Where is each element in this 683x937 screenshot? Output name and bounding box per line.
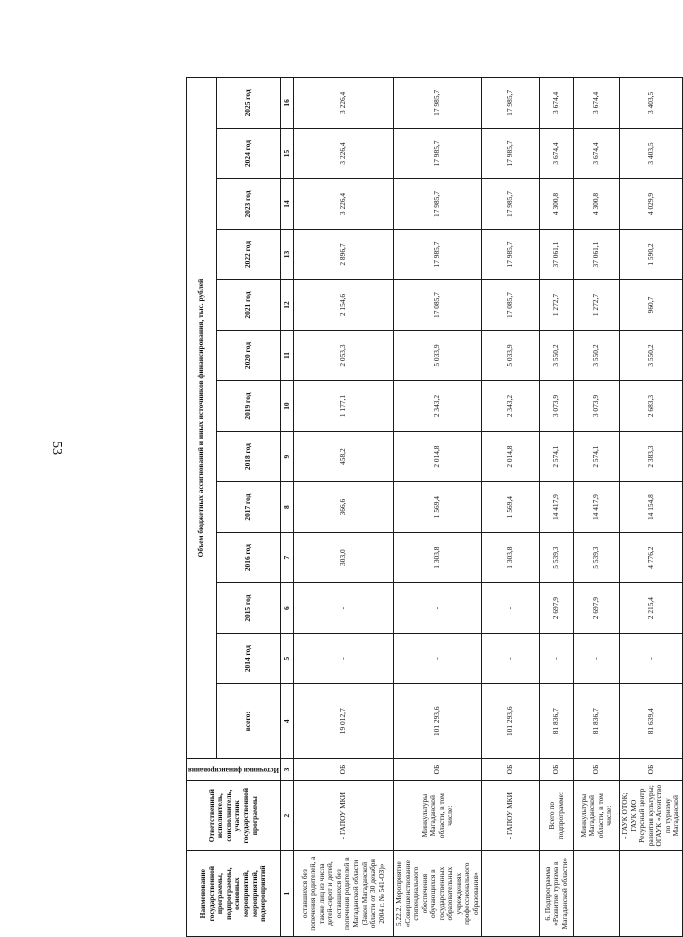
- row-year-value: 17 985,7: [482, 128, 540, 179]
- row-total-value: 81 836,7: [574, 684, 620, 759]
- row-program-name: 5.22.2. Мероприятие «Совершенствование стипендиального обеспечения обучающихся в государственных образовательных учреждениях профессионального образования»: [393, 851, 481, 937]
- col-number: 6: [280, 583, 293, 634]
- row-year-value: 1 303,8: [482, 532, 540, 583]
- row-year-value: 3 226,4: [293, 179, 393, 230]
- header-year-2014: 2014 год: [216, 633, 280, 684]
- header-year-2021: 2021 год: [216, 280, 280, 331]
- col-number: 7: [280, 532, 293, 583]
- row-total-value: 101 293,6: [393, 684, 481, 759]
- row-total-value: 19 012,7: [293, 684, 393, 759]
- row-year-value: 2 154,6: [293, 280, 393, 331]
- row-year-value: 3 403,5: [620, 78, 683, 129]
- row-year-value: 5 033,9: [393, 330, 481, 381]
- row-executor: Всего по подпрограмме:: [540, 781, 574, 851]
- row-program-name: оставшихся без попечения родителей, а также лиц из числа детей-сирот и детей, оставшихся без попечения родителей в Магаданской области (Закон Магаданской области от 30 декабря 2004 г. № 541-ОЗ)»: [293, 851, 393, 937]
- row-year-value: 5 539,3: [540, 532, 574, 583]
- row-program-name: 6. Подпрограмма «Развитие туризма в Магаданской области»: [540, 851, 574, 937]
- row-year-value: -: [482, 583, 540, 634]
- row-year-value: 2 896,7: [293, 229, 393, 280]
- row-source: ОБ: [393, 759, 481, 781]
- col-number: 4: [280, 684, 293, 759]
- row-year-value: -: [393, 633, 481, 684]
- header-year-2022: 2022 год: [216, 229, 280, 280]
- table-row: [574, 78, 620, 937]
- row-year-value: 4 300,8: [540, 179, 574, 230]
- row-year-value: 303,0: [293, 532, 393, 583]
- row-year-value: 2 053,3: [293, 330, 393, 381]
- row-year-value: -: [393, 583, 481, 634]
- col-number: 13: [280, 229, 293, 280]
- page-number: 53: [49, 441, 64, 455]
- row-year-value: 17 085,7: [393, 280, 481, 331]
- row-year-value: 3 403,5: [620, 128, 683, 179]
- row-year-value: 2 343,2: [482, 381, 540, 432]
- row-year-value: -: [293, 633, 393, 684]
- row-program-name: [482, 851, 540, 937]
- row-year-value: 3 226,4: [293, 128, 393, 179]
- row-year-value: 3 674,4: [540, 78, 574, 129]
- row-year-value: 14 417,9: [540, 482, 574, 533]
- row-total-value: 101 293,6: [482, 684, 540, 759]
- row-source: ОБ: [482, 759, 540, 781]
- row-source: ОБ: [293, 759, 393, 781]
- col-number: 2: [280, 781, 293, 851]
- row-year-value: 1 590,2: [620, 229, 683, 280]
- row-year-value: 2 343,2: [393, 381, 481, 432]
- col-number: 11: [280, 330, 293, 381]
- row-year-value: 3 073,9: [574, 381, 620, 432]
- header-year-2025: 2025 год: [216, 78, 280, 129]
- row-year-value: 3 550,2: [574, 330, 620, 381]
- col-number: 8: [280, 482, 293, 533]
- row-year-value: 960,7: [620, 280, 683, 331]
- row-year-value: 2 697,9: [540, 583, 574, 634]
- row-year-value: 17 985,7: [393, 128, 481, 179]
- header-year-2020: 2020 год: [216, 330, 280, 381]
- header-year-2023: 2023 год: [216, 179, 280, 230]
- col-number: 5: [280, 633, 293, 684]
- col-number: 12: [280, 280, 293, 331]
- row-year-value: 37 061,1: [574, 229, 620, 280]
- row-year-value: 17 985,7: [482, 179, 540, 230]
- row-executor: Минкультуры Магаданской области, в том числе:: [393, 781, 481, 851]
- row-year-value: 3 073,9: [540, 381, 574, 432]
- row-program-name: [574, 851, 620, 937]
- header-year-2018: 2018 год: [216, 431, 280, 482]
- header-year-2024: 2024 год: [216, 128, 280, 179]
- row-year-value: 3 674,4: [574, 78, 620, 129]
- row-year-value: 17 985,7: [482, 229, 540, 280]
- header-financing-group: Объем бюджетных ассигнований и иных источников финансирования, тыс. рублей: [187, 78, 217, 759]
- col-number: 16: [280, 78, 293, 129]
- row-year-value: 3 550,2: [540, 330, 574, 381]
- header-total: всего:: [216, 684, 280, 759]
- row-source: ОБ: [540, 759, 574, 781]
- row-year-value: 458,2: [293, 431, 393, 482]
- row-executor: - ГАПОУ МКИ: [293, 781, 393, 851]
- table-row: [482, 78, 540, 937]
- row-year-value: -: [540, 633, 574, 684]
- header-program-name: Наименование государственной программы, подпрограммы, основных мероприятий, мероприятий, подмероприятий: [187, 851, 281, 937]
- row-year-value: 3 674,4: [574, 128, 620, 179]
- row-year-value: 2 574,1: [574, 431, 620, 482]
- row-year-value: -: [620, 633, 683, 684]
- row-year-value: 37 061,1: [540, 229, 574, 280]
- col-number: 1: [280, 851, 293, 937]
- row-year-value: 4 300,8: [574, 179, 620, 230]
- row-year-value: 3 550,2: [620, 330, 683, 381]
- header-year-2015: 2015 год: [216, 583, 280, 634]
- row-total-value: 81 639,4: [620, 684, 683, 759]
- row-year-value: 1 177,1: [293, 381, 393, 432]
- row-year-value: -: [574, 633, 620, 684]
- col-number: 14: [280, 179, 293, 230]
- row-executor: Минкультуры Магаданской области, в том числе:: [574, 781, 620, 851]
- row-year-value: 2 697,9: [574, 583, 620, 634]
- row-year-value: 2 383,3: [620, 431, 683, 482]
- row-year-value: 366,6: [293, 482, 393, 533]
- row-year-value: 1 569,4: [393, 482, 481, 533]
- row-year-value: 3 226,4: [293, 78, 393, 129]
- row-year-value: 14 154,8: [620, 482, 683, 533]
- row-program-name: [620, 851, 683, 937]
- col-number: 15: [280, 128, 293, 179]
- row-year-value: 17 985,7: [393, 179, 481, 230]
- row-year-value: 2 683,3: [620, 381, 683, 432]
- row-year-value: 17 085,7: [482, 280, 540, 331]
- row-year-value: 2 014,8: [482, 431, 540, 482]
- row-year-value: 1 303,8: [393, 532, 481, 583]
- header-source: Источники финансирования: [188, 765, 279, 774]
- column-number-row: [280, 78, 293, 937]
- row-executor: - ГАПОУ МКИ: [482, 781, 540, 851]
- header-source-cell: [187, 759, 281, 781]
- row-source: ОБ: [574, 759, 620, 781]
- row-total-value: 81 836,7: [540, 684, 574, 759]
- row-year-value: 17 985,7: [482, 78, 540, 129]
- row-year-value: 5 033,9: [482, 330, 540, 381]
- col-number: 3: [280, 759, 293, 781]
- table-row: [540, 78, 574, 937]
- row-year-value: 2 574,1: [540, 431, 574, 482]
- header-year-2019: 2019 год: [216, 381, 280, 432]
- header-year-2016: 2016 год: [216, 532, 280, 583]
- row-year-value: 17 985,7: [393, 229, 481, 280]
- row-year-value: 1 272,7: [540, 280, 574, 331]
- row-year-value: 2 215,4: [620, 583, 683, 634]
- row-executor: - ГАУК ОТОК; ГАУК МО Ресурсный центр развития культуры; ОГАУК «Агентство по туризму Магаданской: [620, 781, 683, 851]
- row-year-value: 5 539,3: [574, 532, 620, 583]
- row-year-value: -: [293, 583, 393, 634]
- row-year-value: 4 776,2: [620, 532, 683, 583]
- row-year-value: 17 985,7: [393, 78, 481, 129]
- header-year-2017: 2017 год: [216, 482, 280, 533]
- table-row: [393, 78, 481, 937]
- row-source: ОБ: [620, 759, 683, 781]
- row-year-value: 1 272,7: [574, 280, 620, 331]
- table-row: [620, 78, 683, 937]
- col-number: 9: [280, 431, 293, 482]
- row-year-value: 1 569,4: [482, 482, 540, 533]
- row-year-value: 14 417,9: [574, 482, 620, 533]
- financing-table: [186, 77, 683, 937]
- row-year-value: -: [482, 633, 540, 684]
- row-year-value: 3 674,4: [540, 128, 574, 179]
- financing-table-wrapper: [186, 77, 681, 937]
- row-year-value: 4 029,9: [620, 179, 683, 230]
- row-year-value: 2 014,8: [393, 431, 481, 482]
- table-row: [293, 78, 393, 937]
- col-number: 10: [280, 381, 293, 432]
- header-executor: Ответственный исполнитель, соисполнитель, участник государственной программы: [187, 781, 281, 851]
